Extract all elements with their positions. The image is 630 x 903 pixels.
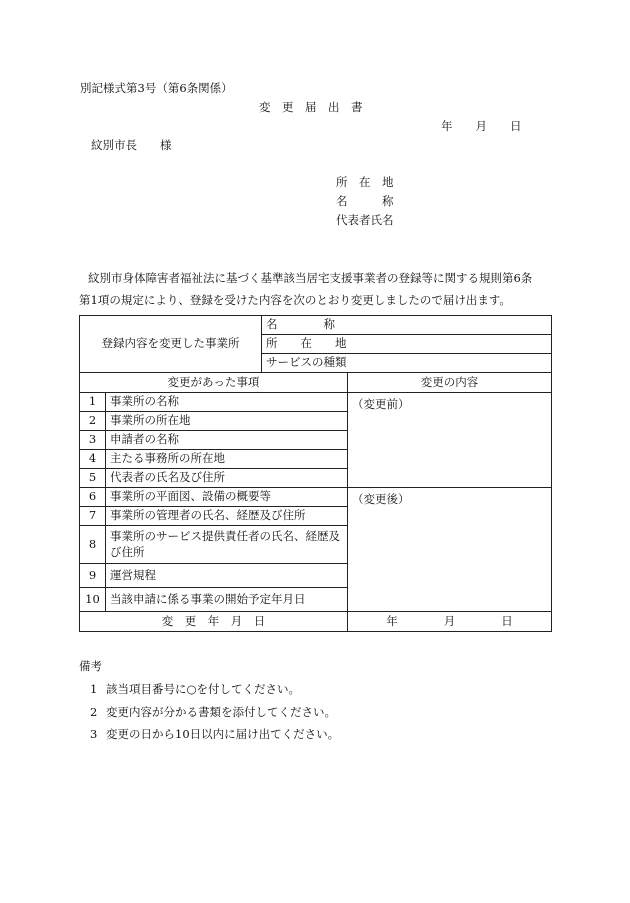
item-number: 1 [80,393,106,412]
notes-heading: 備考 [79,659,102,673]
form-number: 別記様式第3号（第6条関係） [80,81,233,95]
item-text: 事業所の名称 [106,393,348,412]
item-text: 事業所の平面図、設備の概要等 [106,488,348,507]
change-date-label: 変 更 年 月 日 [80,612,348,632]
item-text: 運営規程 [106,564,348,588]
change-date-value: 年 月 日 [348,612,552,632]
service-type-label: サービスの種類 [262,354,552,373]
item-text: 申請者の名称 [106,431,348,450]
item-number: 10 [80,588,106,612]
body-line-2: 第1項の規定により、登録を受けた内容を次のとおり変更しましたので届け出ます。 [79,293,511,307]
table-row [80,316,552,335]
note-text: 変更内容が分かる書類を添付してください。 [106,705,336,719]
addressee: 紋別市長 様 [91,138,172,152]
change-form-table [79,315,552,632]
note-text: 該当項目番号に○を付してください。 [106,682,301,696]
applicant-name-label: 名 称 [336,194,394,208]
item-number: 3 [80,431,106,450]
item-number: 2 [80,412,106,431]
before-change-cell: （変更前） [348,393,552,488]
document-title: 変 更 届 出 書 [259,100,363,114]
item-text: 事業所の所在地 [106,412,348,431]
item-text: 代表者の氏名及び住所 [106,469,348,488]
note-number: 3 [90,727,98,741]
item-number: 7 [80,507,106,526]
item-number: 8 [80,526,106,564]
item-number: 4 [80,450,106,469]
registered-office-label: 登録内容を変更した事業所 [80,316,262,373]
note-text: 変更の日から10日以内に届け出てください。 [106,727,340,741]
table-row [80,373,552,393]
item-number: 9 [80,564,106,588]
office-address-label: 所 在 地 [262,335,552,354]
table-row [80,612,552,632]
body-line-1: 紋別市身体障害者福祉法に基づく基準該当居宅支援事業者の登録等に関する規則第6条 [88,271,533,285]
changed-items-header: 変更があった事項 [80,373,348,393]
applicant-representative-label: 代表者氏名 [336,213,394,227]
applicant-address-label: 所 在 地 [336,175,394,189]
date-line: 年 月 日 [441,119,522,133]
note-number: 2 [90,705,98,719]
item-number: 5 [80,469,106,488]
change-content-header: 変更の内容 [348,373,552,393]
item-text: 主たる事務所の所在地 [106,450,348,469]
table-row [80,393,552,412]
item-text: 当該申請に係る事業の開始予定年月日 [106,588,348,612]
after-change-cell: （変更後） [348,488,552,612]
note-number: 1 [90,682,98,696]
item-text: 事業所の管理者の氏名、経歴及び住所 [106,507,348,526]
item-text: 事業所のサービス提供責任者の氏名、経歴及び住所 [106,526,348,564]
office-name-label: 名 称 [262,316,552,335]
table-row [80,488,552,507]
item-number: 6 [80,488,106,507]
